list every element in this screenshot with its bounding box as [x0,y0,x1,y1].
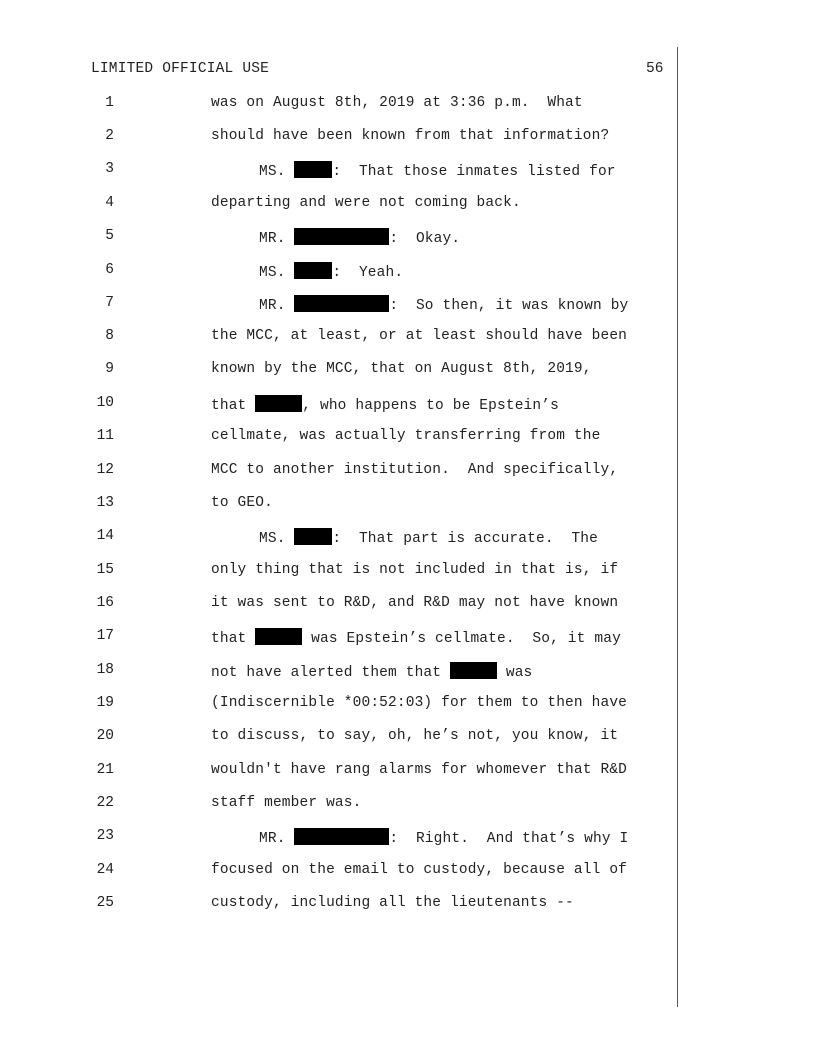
line-text: cellmate, was actually transferring from the [211,428,601,444]
redaction-box [450,662,497,679]
transcript-line [0,762,628,782]
transcript-line [0,361,592,381]
line-text: known by the MCC, that on August 8th, 2019, [211,361,592,377]
transcript-line [0,895,574,915]
line-number: 24 [96,862,114,878]
transcript-line [0,862,628,882]
line-text: MS. : That those inmates listed for [259,161,616,180]
line-number: 23 [96,828,114,844]
line-number: 9 [105,361,114,377]
redaction-box [294,262,332,279]
line-number: 19 [96,695,114,711]
line-number: 14 [96,528,114,544]
line-text: not have alerted them that was [211,662,532,681]
page-marking: LIMITED OFFICIAL USE [91,61,270,77]
line-number: 3 [105,161,114,177]
line-text: that , who happens to be Epstein’s [211,395,559,414]
line-number: 18 [96,662,114,678]
line-text: should have been known from that information? [211,128,610,144]
transcript-line [0,195,521,215]
transcript-line [0,462,619,482]
redaction-box [294,228,389,245]
line-text: was on August 8th, 2019 at 3:36 p.m. What [211,95,583,111]
line-text: wouldn't have rang alarms for whomever that R&D [211,762,628,778]
line-number: 8 [105,328,114,344]
line-number: 13 [96,495,114,511]
line-text: staff member was. [211,795,362,811]
line-text: departing and were not coming back. [211,195,521,211]
redaction-box [255,628,302,645]
line-text: that was Epstein’s cellmate. So, it may [211,628,621,647]
line-number: 1 [105,95,114,111]
transcript-line [0,95,583,115]
line-number: 4 [105,195,114,211]
line-number: 25 [96,895,114,911]
redaction-box [294,528,332,545]
transcript-line [0,495,273,515]
line-text: to GEO. [211,495,273,511]
page-number: 56 [646,61,664,77]
line-text: custody, including all the lieutenants -- [211,895,574,911]
line-text: MS. : That part is accurate. The [259,528,598,547]
line-text: MR. : Right. And that’s why I [259,828,628,847]
line-number: 10 [96,395,114,411]
line-text: (Indiscernible *00:52:03) for them to then have [211,695,628,711]
line-text: MCC to another institution. And specifically, [211,462,619,478]
line-text: to discuss, to say, oh, he’s not, you know, it [211,728,619,744]
line-text: MR. : So then, it was known by [259,295,628,314]
line-text: MR. : Okay. [259,228,460,247]
transcript-line [0,328,628,348]
transcript-line [0,728,619,748]
line-number: 12 [96,462,114,478]
line-number: 16 [96,595,114,611]
line-number: 15 [96,562,114,578]
line-text: only thing that is not included in that is, if [211,562,619,578]
line-text: the MCC, at least, or at least should have been [211,328,628,344]
transcript-line [0,562,619,582]
line-number: 2 [105,128,114,144]
line-number: 5 [105,228,114,244]
transcript-line [0,295,629,315]
transcript-line [0,795,362,815]
line-number: 7 [105,295,114,311]
transcript-line [0,528,598,548]
line-number: 21 [96,762,114,778]
line-text: focused on the email to custody, because all of [211,862,628,878]
line-text: MS. : Yeah. [259,262,403,281]
transcript-line [0,228,461,248]
transcript-line [0,161,616,181]
line-number: 11 [96,428,114,444]
transcript-line [0,428,601,448]
transcript-line [0,628,621,648]
line-number: 22 [96,795,114,811]
line-number: 6 [105,262,114,278]
transcript-line [0,695,628,715]
redaction-box [294,161,332,178]
right-margin-rule [677,47,678,1007]
transcript-line [0,128,610,148]
redaction-box [255,395,302,412]
line-text: it was sent to R&D, and R&D may not have known [211,595,619,611]
transcript-line [0,662,533,682]
line-number: 17 [96,628,114,644]
transcript-line [0,828,629,848]
transcript-line [0,595,619,615]
redaction-box [294,828,389,845]
line-number: 20 [96,728,114,744]
redaction-box [294,295,389,312]
transcript-line [0,262,404,282]
transcript-line [0,395,559,415]
